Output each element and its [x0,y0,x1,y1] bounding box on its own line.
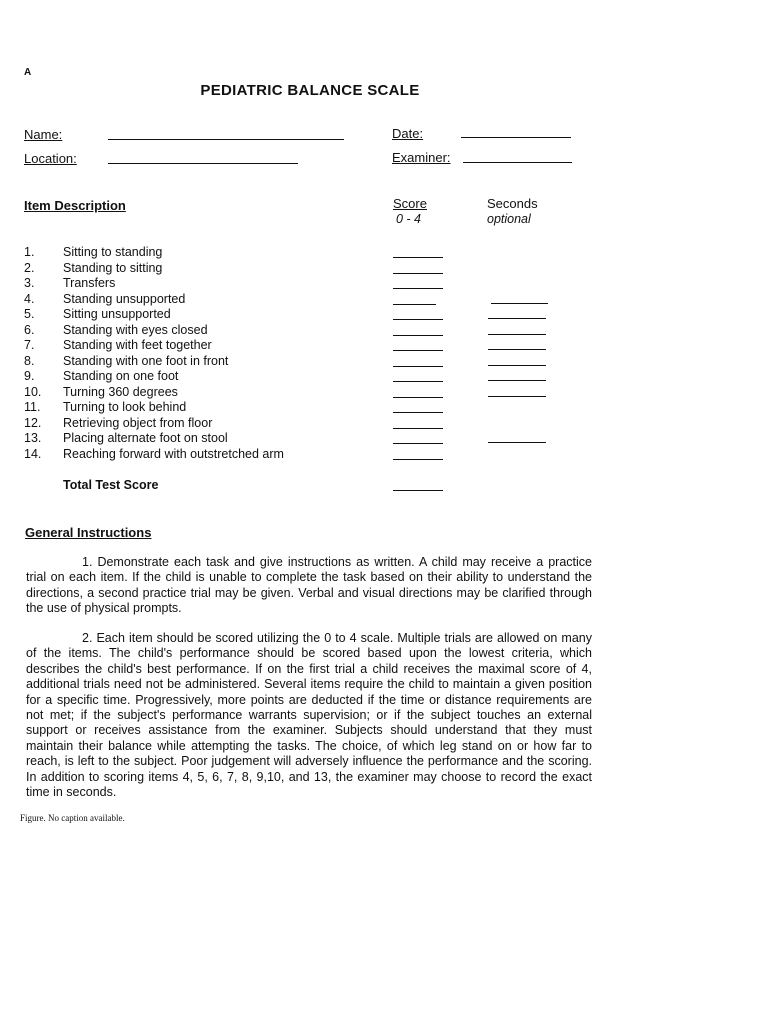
score-line[interactable] [393,319,443,320]
date-label: Date: [392,126,424,141]
score-range: 0 - 4 [396,212,422,226]
total-score-label: Total Test Score [63,478,159,492]
score-line[interactable] [393,288,443,289]
seconds-header: Seconds [487,196,538,211]
seconds-line[interactable] [488,396,546,397]
score-line[interactable] [393,397,443,398]
score-line[interactable] [393,273,443,274]
item-description: Sitting to standing [63,245,163,259]
seconds-line[interactable] [488,442,546,443]
item-number: 5. [24,307,35,321]
item-number: 8. [24,353,35,368]
seconds-note: optional [487,212,531,226]
score-line[interactable] [393,459,443,460]
seconds-line[interactable] [488,380,546,381]
item-description: Standing with feet together [63,338,212,352]
item-description: Turning 360 degrees [63,384,178,399]
item-number: 12. [24,415,42,430]
item-number: 4. [24,291,35,306]
seconds-line[interactable] [488,318,546,319]
seconds-line[interactable] [491,303,548,304]
item-number: 1. [24,245,35,259]
score-header: Score [393,196,427,211]
item-number: 10. [24,384,42,399]
item-description: Turning to look behind [63,400,187,414]
corner-letter: A [24,67,32,78]
item-number: 7. [24,338,35,352]
score-line[interactable] [393,304,436,305]
item-number: 14. [24,446,42,461]
score-line[interactable] [393,366,443,367]
item-description: Retrieving object from floor [63,415,213,430]
item-number: 2. [24,260,35,275]
item-number: 11. [24,400,41,414]
examiner-field-line[interactable] [463,162,572,163]
item-description: Standing with one foot in front [63,353,229,368]
score-line[interactable] [393,412,443,413]
date-field-line[interactable] [461,137,571,138]
item-number: 3. [24,276,35,290]
score-line[interactable] [393,381,443,382]
seconds-line[interactable] [488,334,546,335]
location-label: Location: [24,151,77,166]
score-line[interactable] [393,350,443,351]
item-description-header: Item Description [24,198,126,213]
location-field-line[interactable] [108,163,298,164]
item-description: Standing to sitting [63,260,163,275]
item-description: Transfers [63,276,116,290]
name-label: Name: [24,127,63,142]
score-line[interactable] [393,428,443,429]
seconds-line[interactable] [488,365,546,366]
item-number: 6. [24,322,35,337]
figure-caption: Figure. No caption available. [20,813,125,823]
score-line[interactable] [393,335,443,336]
item-description: Sitting unsupported [63,307,171,321]
name-field-line[interactable] [108,139,344,140]
item-description: Reaching forward with outstretched arm [63,446,284,461]
score-line[interactable] [393,257,443,258]
item-description: Standing unsupported [63,291,186,306]
instructions-paragraph-1: 1. Demonstrate each task and give instructions as written. A child may receive a practice trial on each item. If the child is unable to complete the task based on their ability to understand the directions, a second practice trial may be given. Verbal and visual directions may be clarified through the use of physical prompts. [26,555,592,616]
form-title: PEDIATRIC BALANCE SCALE [200,82,420,99]
item-number: 9. [24,369,35,383]
item-number: 13. [24,431,42,445]
seconds-line[interactable] [488,349,546,350]
instructions-paragraph-2: 2. Each item should be scored utilizing the 0 to 4 scale. Multiple trials are allowed on many of the items. The child's performance should be scored based upon the lowest criteria, which describes the child's best performance. If on the first trial a child receives the maximal score of 4, additional trials need not be administered. Several items require the child to maintain a given position for a specific time. Progressively, more points are deducted if the time or distance requirements are not met; if the subject's performance warrants supervision; or if the subject touches an external support or receives assistance from the examiner. Subjects should understand that they must maintain their balance while attempting the tasks. The choice, of which leg stand on or how far to reach, is left to the subject. Poor judgement will adversely influence the performance and the scoring. In addition to scoring items 4, 5, 6, 7, 8, 9,10, and 13, the examiner may choose to record the exact time in seconds. [26,631,592,800]
instructions-header: General Instructions [25,525,152,540]
score-line[interactable] [393,443,443,444]
item-description: Placing alternate foot on stool [63,431,228,445]
item-description: Standing on one foot [63,369,179,383]
total-score-line[interactable] [393,490,443,491]
examiner-label: Examiner: [392,150,451,165]
item-description: Standing with eyes closed [63,322,208,337]
